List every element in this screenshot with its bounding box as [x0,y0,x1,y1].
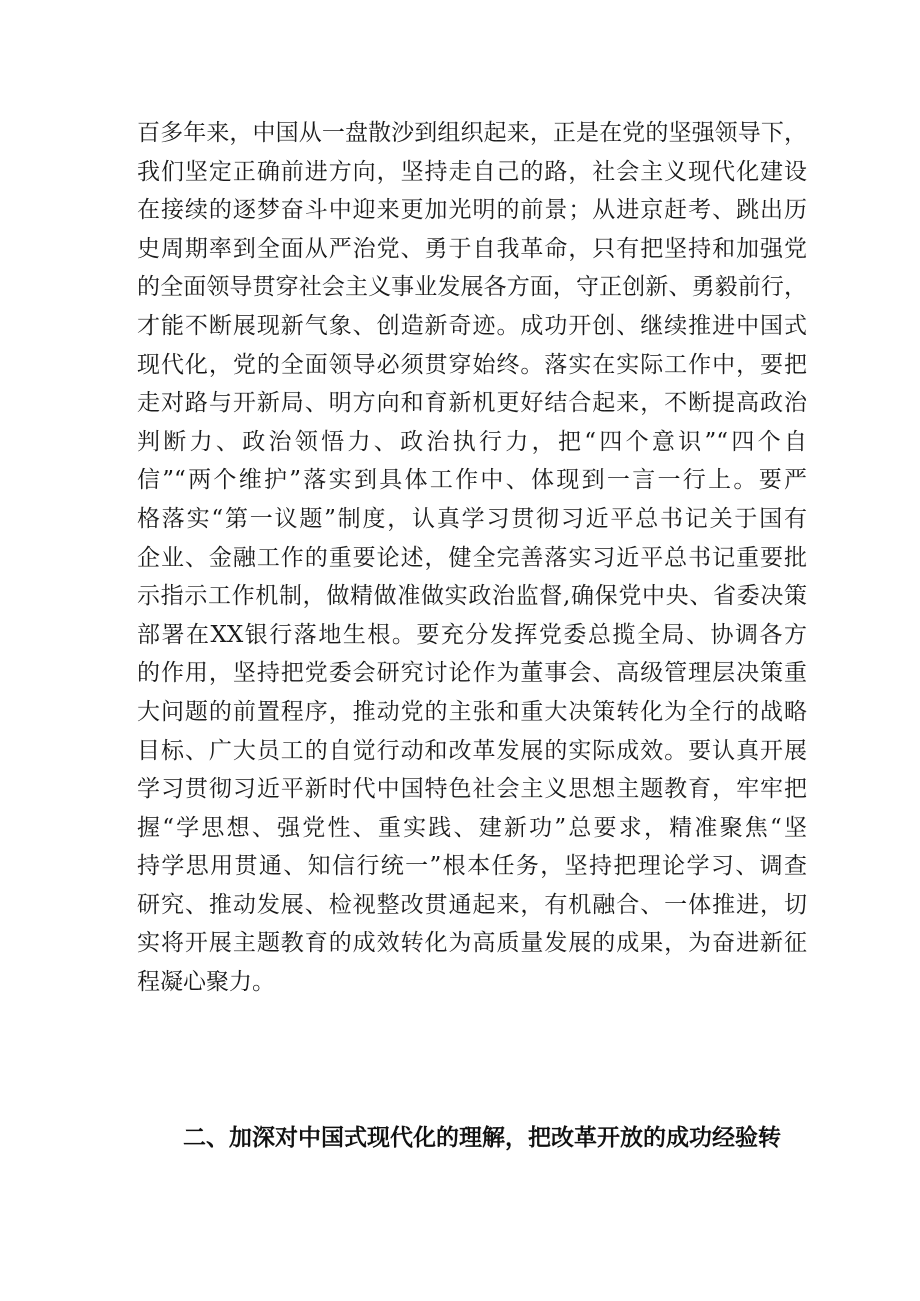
body-paragraph [137,114,807,1002]
paragraph-line: 握“学思想、强党性、重实践、建新功”总要求，精准聚焦“坚 [137,814,807,841]
paragraph-line: 部署在XX银行落地生根。要充分发挥党委总揽全局、协调各方 [137,621,807,648]
paragraph-line: 学习贯彻习近平新时代中国特色社会主义思想主题教育，牢牢把 [137,776,807,803]
paragraph-line: 才能不断展现新气象、创造新奇迹。成功开创、继续推进中国式 [137,312,807,339]
section-heading-text: 二、加深对中国式现代化的理解，把改革开放的成功经验转 [183,1125,781,1151]
paragraph-line: 研究、推动发展、检视整改贯通起来，有机融合、一体推进，切 [137,891,807,918]
paragraph-line: 现代化，党的全面领导必须贯穿始终。落实在实际工作中，要把 [137,351,807,378]
paragraph-line: 格落实“第一议题”制度，认真学习贯彻习近平总书记关于国有 [137,505,807,532]
paragraph-line: 百多年来，中国从一盘散沙到组织起来，正是在党的坚强领导下， [137,120,807,146]
paragraph-line: 我们坚定正确前进方向，坚持走自己的路，社会主义现代化建设 [137,158,807,185]
paragraph-line: 企业、金融工作的重要论述，健全完善落实习近平总书记重要批 [137,544,807,571]
paragraph-line: 目标、广大员工的自觉行动和改革发展的实际成效。要认真开展 [137,737,807,764]
paragraph-line: 程凝心聚力。 [137,969,275,996]
paragraph-line: 走对路与开新局、明方向和育新机更好结合起来，不断提高政治 [137,390,807,417]
paragraph-line: 大问题的前置程序，推动党的主张和重大决策转化为全行的战略 [137,698,807,725]
paragraph-line: 在接续的逐梦奋斗中迎来更加光明的前景；从进京赶考、跳出历 [137,197,807,224]
paragraph-line: 示指示工作机制，做精做准做实政治监督,确保党中央、省委决策 [137,583,807,610]
paragraph-line: 持学思用贯通、知信行统一”根本任务，坚持把理论学习、调查 [137,853,807,880]
paragraph-line: 的作用，坚持把党委会研究讨论作为董事会、高级管理层决策重 [137,660,807,687]
paragraph-line: 实将开展主题教育的成效转化为高质量发展的成果，为奋进新征 [137,930,807,957]
section-heading [137,1119,807,1158]
paragraph-line: 信”“两个维护”落实到具体工作中、体现到一言一行上。要严 [137,467,807,494]
paragraph-line: 史周期率到全面从严治党、勇于自我革命，只有把坚持和加强党 [137,235,807,262]
paragraph-line: 判断力、政治领悟力、政治执行力，把“四个意识”“四个自 [137,428,807,455]
paragraph-line: 的全面领导贯穿社会主义事业发展各方面，守正创新、勇毅前行， [137,274,807,301]
